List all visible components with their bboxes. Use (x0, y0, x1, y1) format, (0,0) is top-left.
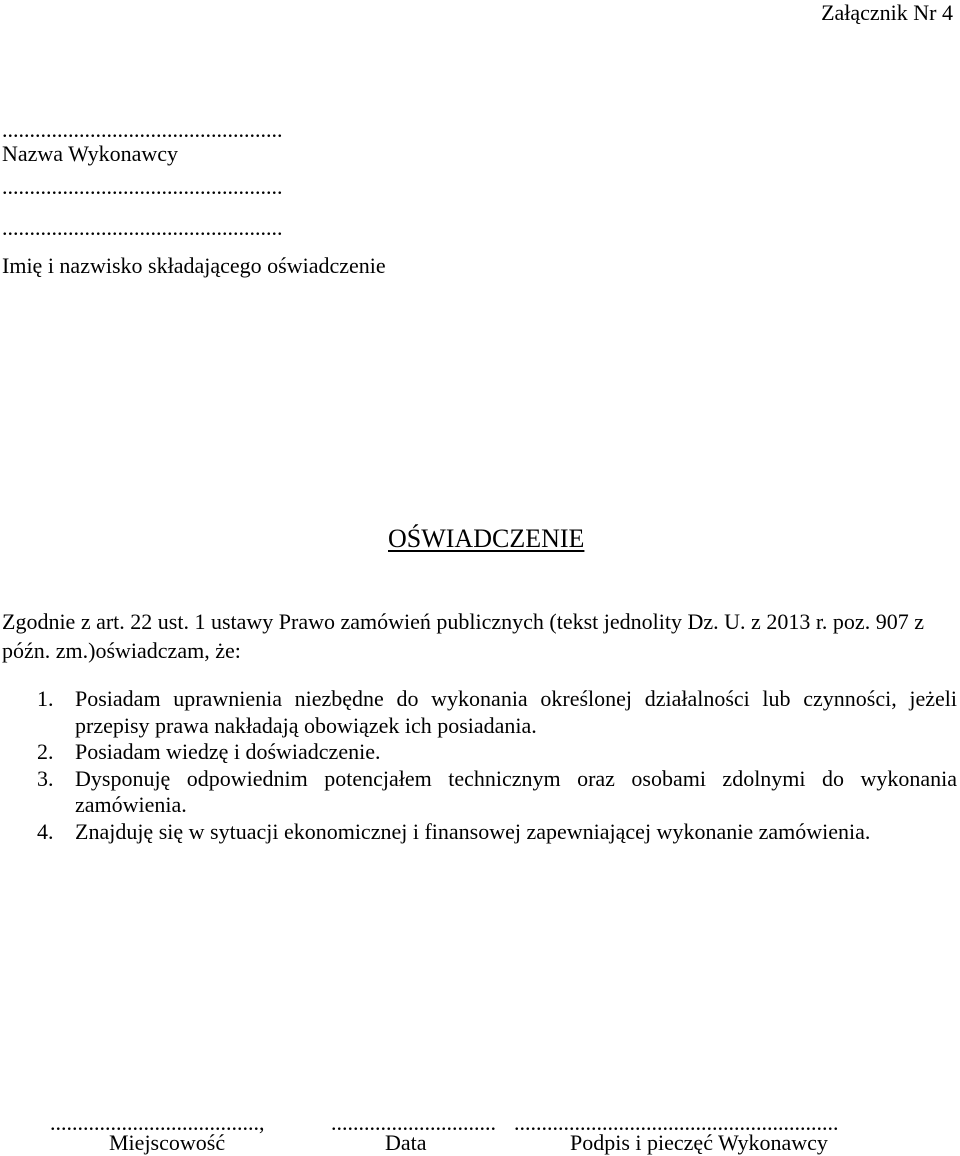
declaration-item-number: 1. (37, 686, 54, 711)
contractor-name-dots: ................................................... (2, 117, 283, 142)
contractor-name-label: Nazwa Wykonawcy (2, 141, 179, 166)
declaration-item (37, 819, 957, 846)
declaration-item-text: Posiadam uprawnienia niezbędne do wykonania określonej działalności lub czynności, jeżeli przepisy prawa nakładają obowiązek ich posiadania. (75, 686, 957, 738)
contractor-extra-dots: ................................................... (2, 174, 283, 199)
signature-label: Podpis i pieczęć Wykonawcy (570, 1130, 828, 1155)
document-title: OŚWIADCZENIE (388, 524, 585, 553)
declaration-item (37, 739, 957, 766)
place-label: Miejscowość (109, 1130, 226, 1155)
declaration-item (37, 766, 957, 819)
declaration-list (37, 686, 957, 845)
date-label: Data (385, 1130, 427, 1155)
person-name-dots: ................................................... (2, 215, 283, 240)
attachment-number: Załącznik Nr 4 (821, 0, 953, 25)
declaration-item (37, 686, 957, 739)
declaration-item-text: Posiadam wiedzę i doświadczenie. (75, 739, 381, 764)
date-dots: .............................. (331, 1110, 496, 1135)
declaration-item-number: 4. (37, 818, 54, 844)
legal-basis-intro: Zgodnie z art. 22 ust. 1 ustawy Prawo zamówień publicznych (tekst jednolity Dz. U. z 2013 r. poz. 907 z późn. zm.)oświadczam, że: (2, 609, 924, 663)
place-dots: ......................................, (50, 1110, 265, 1135)
signature-dots: ........................................................... (514, 1110, 839, 1135)
declaration-item-text: Znajduję się w sytuacji ekonomicznej i finansowej zapewniającej wykonanie zamówienia. (75, 818, 871, 844)
declaration-item-number: 3. (37, 765, 54, 791)
declaration-item-text: Dysponuję odpowiednim potencjałem technicznym oraz osobami zdolnymi do wykonania zamówienia. (75, 765, 957, 817)
declaration-item-number: 2. (37, 739, 54, 764)
person-name-label: Imię i nazwisko składającego oświadczenie (2, 253, 386, 278)
